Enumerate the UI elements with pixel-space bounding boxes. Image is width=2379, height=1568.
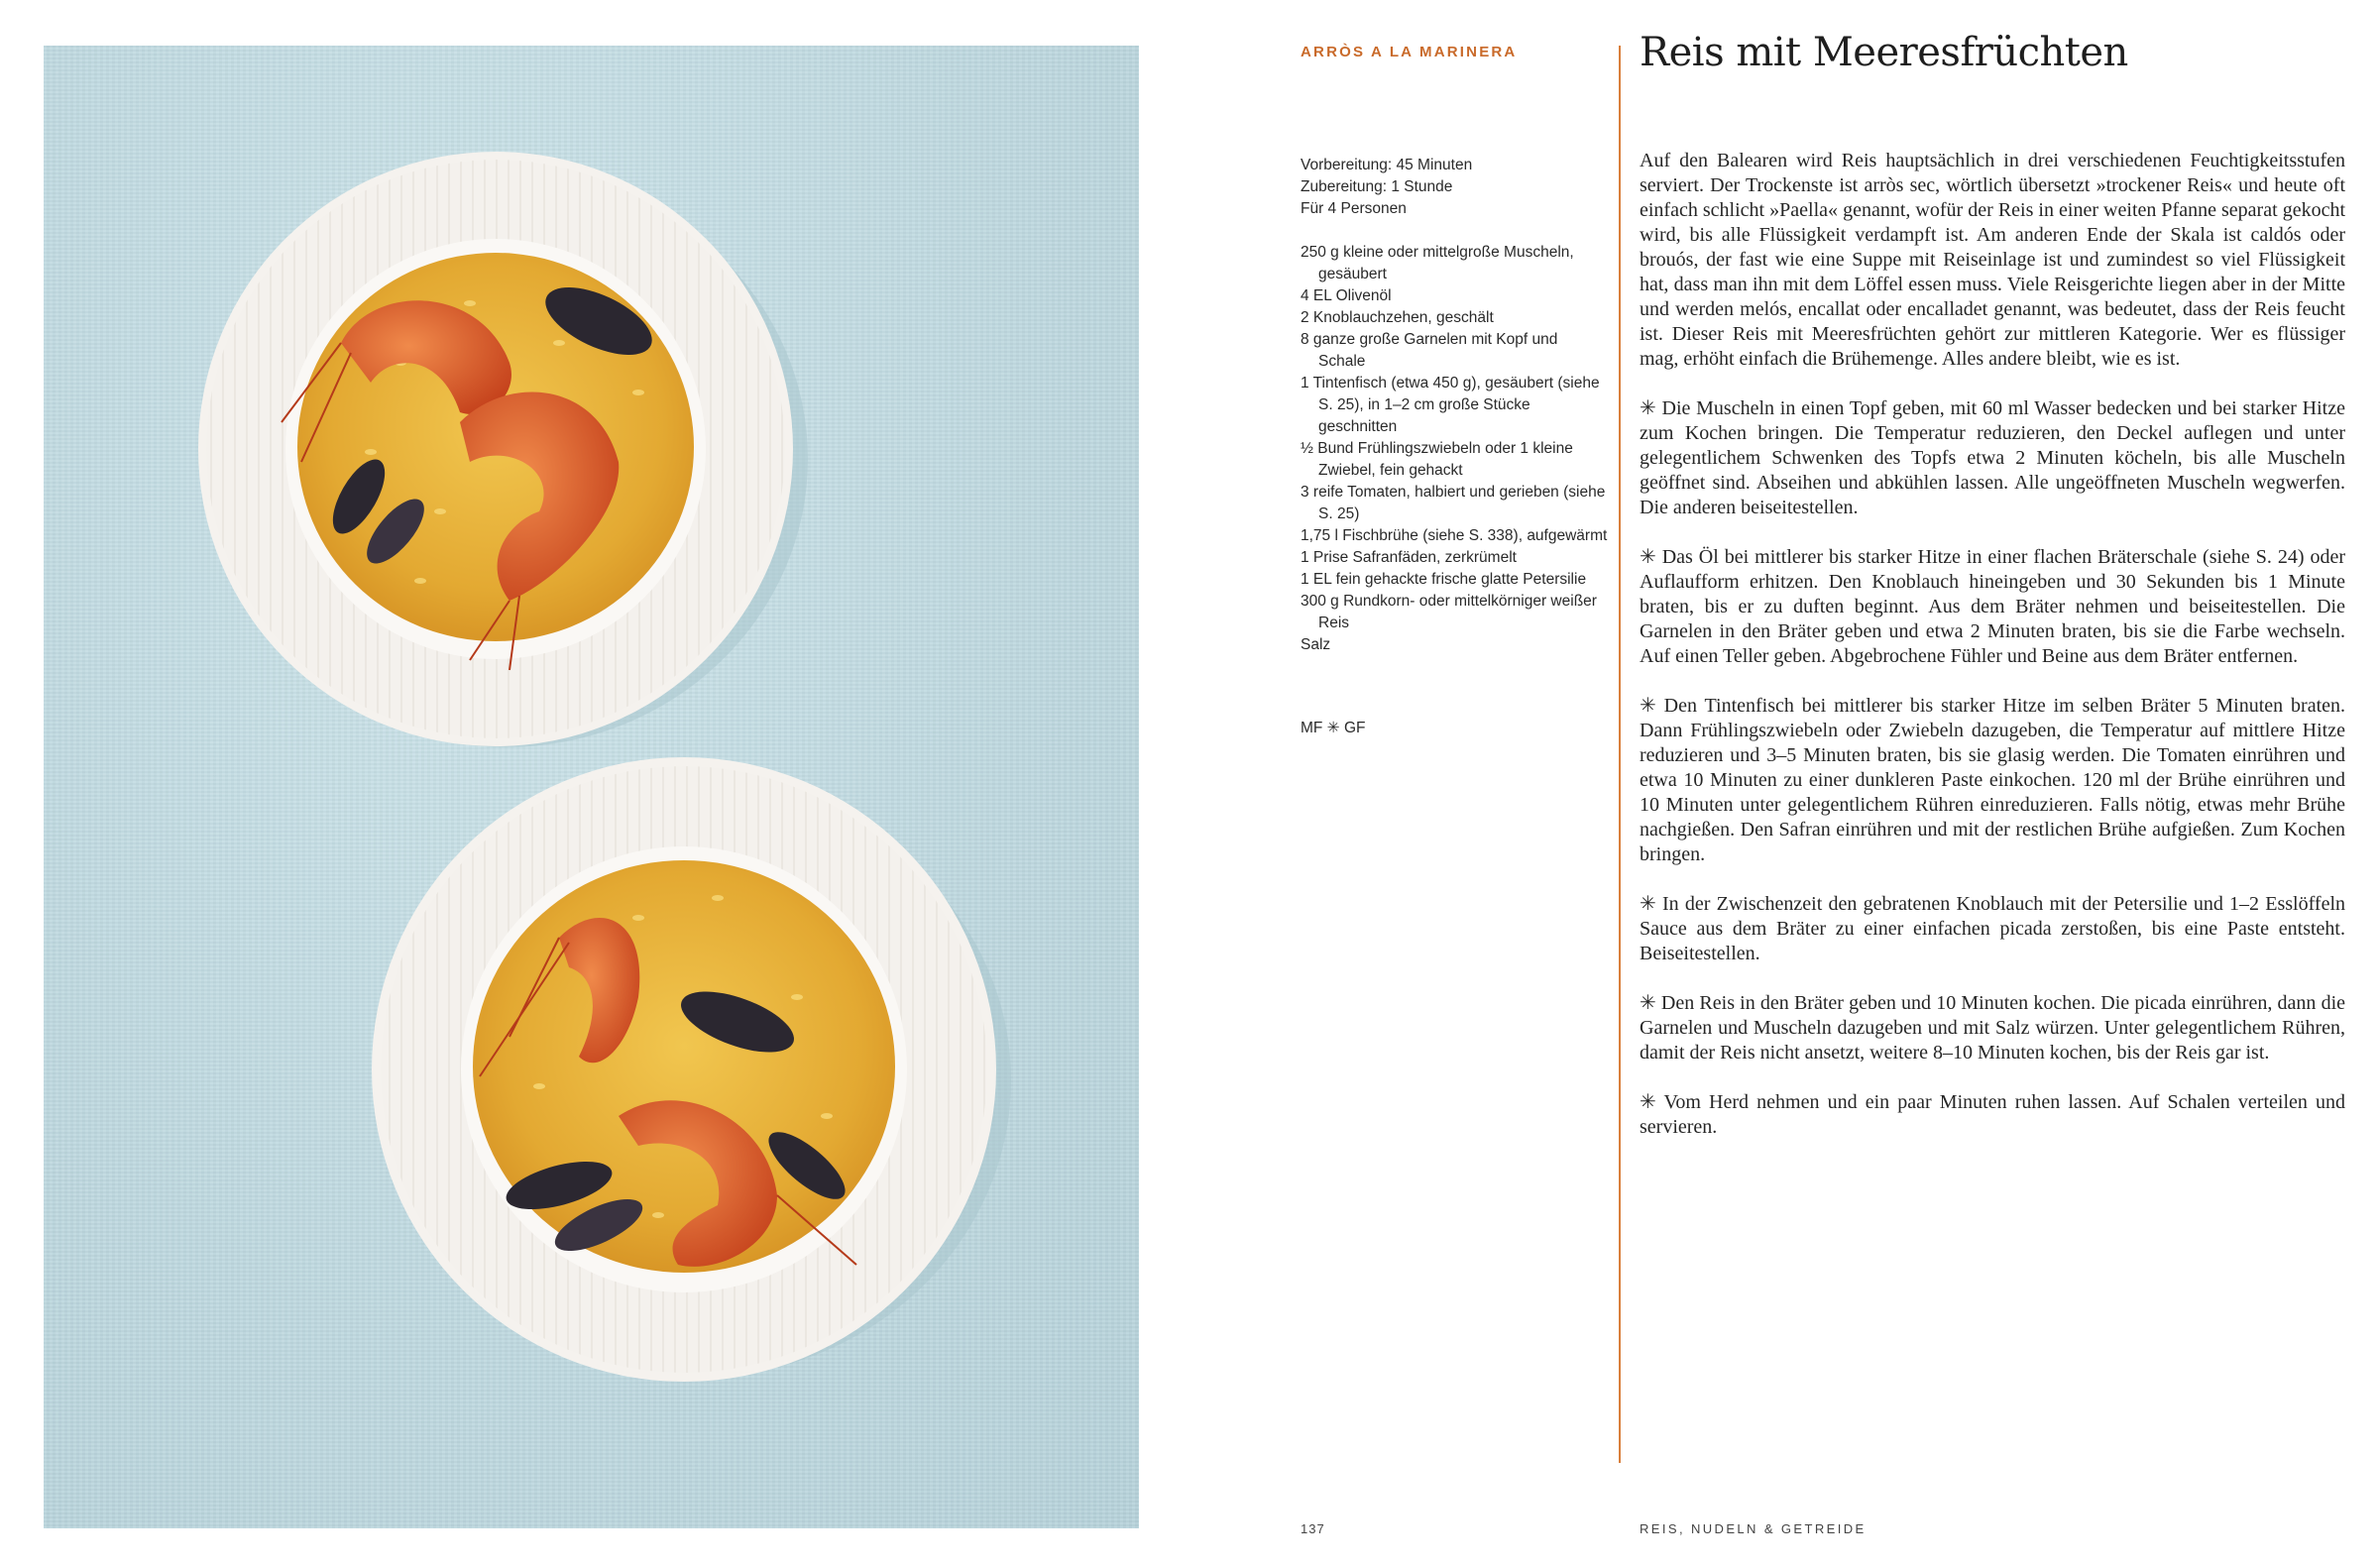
ingredient-list [1301,242,1608,656]
ingredient-item: 300 g Rundkorn- oder mittelkörniger weißer Reis [1301,593,1597,631]
ingredient-item: 1 Prise Safranfäden, zerkrümelt [1301,549,1517,566]
ingredient-item: ½ Bund Frühlingszwiebeln oder 1 kleine Zwiebel, fein gehackt [1301,440,1573,479]
recipe-original-name: ARRÒS A LA MARINERA [1301,44,1518,60]
ingredient-item: 3 reife Tomaten, halbiert und gerieben (siehe S. 25) [1301,484,1606,522]
diet-tags: MF ✳ GF [1301,720,1366,736]
prep-time: Vorbereitung: 45 Minuten [1301,157,1473,173]
ingredient-item: 1 EL fein gehackte frische glatte Petersilie [1301,571,1587,588]
method-step: ✳ Das Öl bei mittlerer bis starker Hitze in einer flachen Bräterschale (siehe S. 24) oder Auflaufform erhitzen. Den Knoblauch hineingeben und 30 Sekunden bis 1 Minute braten, bis er zu duften beginnt. Aus dem Bräter nehmen und beiseitestellen. Die Garnelen in den Bräter geben und etwa 2 Minuten braten, bis sie die Farbe wechseln. Auf einen Teller geben. Abgebrochene Fühler und Beine aus dem Bräter entfernen. [1640,546,2345,667]
ingredient-item: 250 g kleine oder mittelgroße Muscheln, gesäubert [1301,244,1574,282]
method-step: ✳ In der Zwischenzeit den gebratenen Knoblauch mit der Petersilie und 1–2 Esslöffeln Sauce aus dem Bräter zu einer einfachen picada zerstoßen, bis eine Paste entsteht. Beiseitestellen. [1640,893,2345,964]
section-title: REIS, NUDELN & GETREIDE [1640,1521,1867,1536]
servings: Für 4 Personen [1301,200,1407,217]
ingredient-item: 4 EL Olivenöl [1301,287,1392,304]
recipe-meta [1301,155,1608,220]
ingredient-item: 1,75 l Fischbrühe (siehe S. 338), aufgewärmt [1301,527,1608,544]
recipe-body [1640,149,2345,1165]
ingredient-item: 8 ganze große Garnelen mit Kopf und Schale [1301,331,1558,370]
ingredient-item: 1 Tintenfisch (etwa 450 g), gesäubert (siehe S. 25), in 1–2 cm große Stücke geschnitten [1301,375,1600,435]
vertical-accent-rule [1619,46,1621,1463]
recipe-photo [44,46,1139,1528]
cook-time: Zubereitung: 1 Stunde [1301,178,1453,195]
method-step: ✳ Den Tintenfisch bei mittlerer bis starker Hitze im selben Bräter 5 Minuten braten. Dann Frühlingszwiebeln oder Zwiebeln dazugeben, die Temperatur auf mittlere Hitze reduzieren und 3–5 Minuten braten, bis sie glasig werden. Die Tomaten einrühren und etwa 10 Minuten zu einer dunkleren Paste einkochen. 120 ml der Brühe einrühren und 10 Minuten unter gelegentlichem Rühren einreduzieren. Falls nötig, etwas mehr Brühe nachgießen. Den Safran einrühren und mit der restlichen Brühe aufgießen. Zum Kochen bringen. [1640,695,2345,865]
method-step: ✳ Vom Herd nehmen und ein paar Minuten ruhen lassen. Auf Schalen verteilen und servieren. [1640,1091,2345,1138]
recipe-title: Reis mit Meeresfrüchten [1640,30,2128,75]
photo-illustration [44,46,1139,1528]
bowl-top [198,152,808,747]
page-number: 137 [1301,1521,1325,1536]
ingredient-item: Salz [1301,636,1331,653]
ingredient-item: 2 Knoblauchzehen, geschält [1301,309,1494,326]
method-step: ✳ Die Muscheln in einen Topf geben, mit 60 ml Wasser bedecken und bei starker Hitze zum Kochen bringen. Die Temperatur reduzieren, den Deckel auflegen und unter gelegentlichem Schwenken des Topfs etwa 2 Minuten köcheln, bis alle Muscheln geöffnet sind. Abseihen und abkühlen lassen. Alle ungeöffneten Muscheln wegwerfen. Die anderen beiseitestellen. [1640,397,2345,518]
intro-paragraph: Auf den Balearen wird Reis hauptsächlich in drei verschiedenen Feuchtigkeitsstufen serviert. Der Trockenste ist arròs sec, wörtlich übersetzt »trockener Reis« und heute oft einfach schlicht »Paella« genannt, wofür der Reis in einer weiten Pfanne separat gekocht wird, bis alle Flüssigkeit verdampft ist. Am anderen Ende der Skala ist caldós oder brouós, der fast wie eine Suppe mit Reiseinlage ist und zumindest so viel Flüssigkeit hat, dass man ihn mit dem Löffel essen muss. Viele Reisgerichte liegen aber in der Mitte und werden melós, encallat oder encalladet genannt, was bedeutet, dass der Reis feucht ist. Dieser Reis mit Meeresfrüchten gehört zur mittleren Kategorie. Wer es flüssiger mag, erhöht einfach die Brühemenge. Alles andere bleibt, wie es ist. [1640,150,2345,370]
method-step: ✳ Den Reis in den Bräter geben und 10 Minuten kochen. Die picada einrühren, dann die Garnelen und Muscheln dazugeben und mit Salz würzen. Unter gelegentlichem Rühren, damit der Reis nicht ansetzt, weitere 8–10 Minuten kochen, bis der Reis gar ist. [1640,992,2345,1064]
bowl-bottom [372,757,1011,1382]
